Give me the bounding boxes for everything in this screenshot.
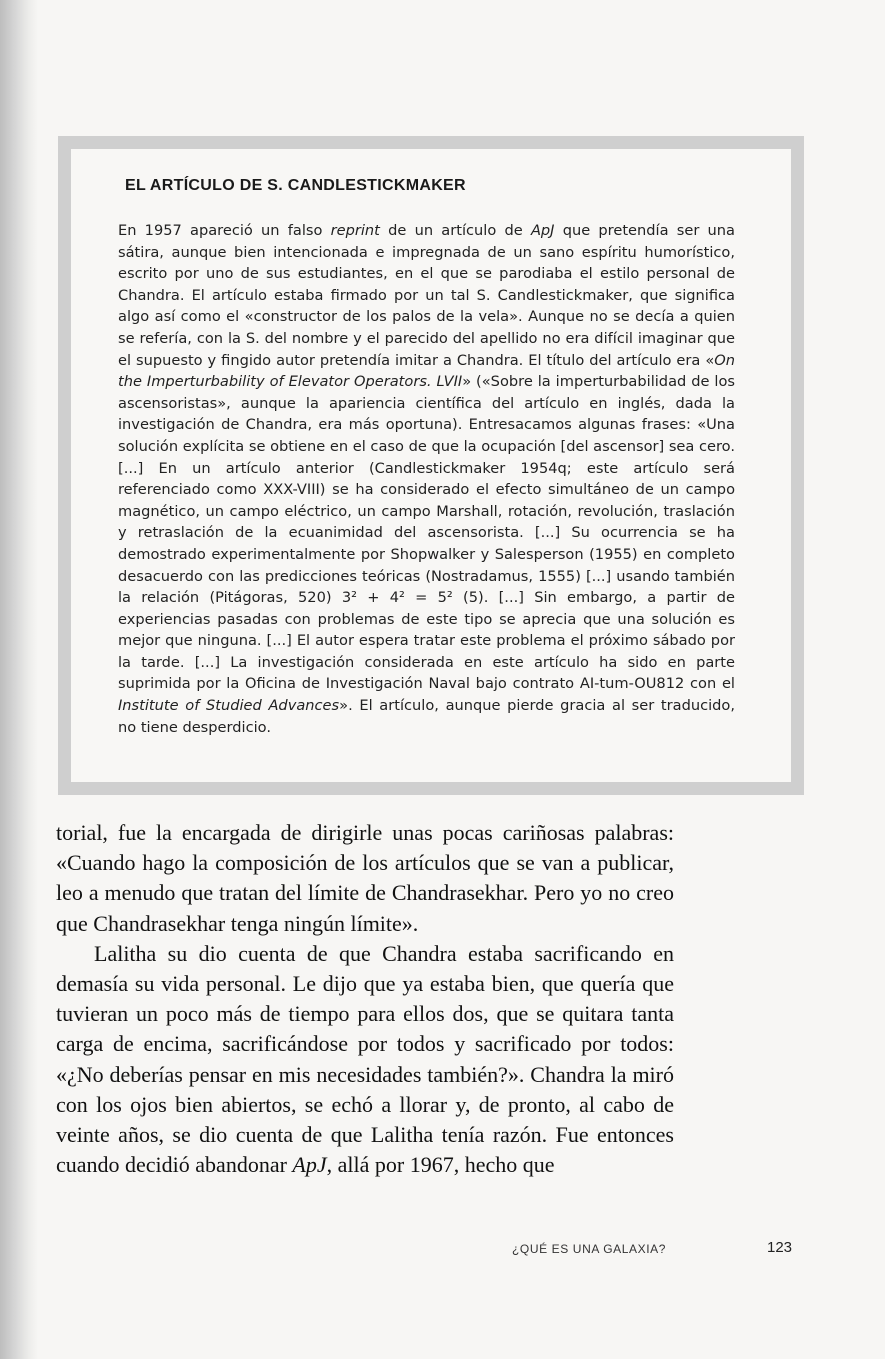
box-text-italic-institute: Institute of Studied Advances (118, 697, 340, 715)
box-text-italic-reprint: reprint (330, 222, 380, 239)
body-text (56, 818, 674, 1180)
box-text-segment: En 1957 apareció un falso (118, 222, 331, 239)
body-paragraph-2 (56, 939, 674, 1181)
box-text-segment: » («Sobre la imperturbabilidad de los ascensoristas», aunque la apariencia científica del artículo en inglés, dada la investigación de Chandra, era más oportuna). Entresacamos algunas frases: «Una solución explícita se obtiene en el caso de que la ocupación [del ascensor] sea cero. [...] En un artículo anterior (Candlestickmaker 1954q; este artículo será referenciado como XXX-VIII) se ha considerado el efecto simultáneo de un campo magnético, un campo eléctrico, un campo Marshall, rotación, revolución, traslación y retraslación de la ecuanimidad del ascensorista. [...] Su ocurrencia se ha demostrado experimentalmente por Shopwalker y Salesperson (1955) en completo desacuerdo con las predicciones teóricas (Nostradamus, 1555) [...] usando también la relación (Pitágoras, 520) 3² + 4² = 5² (5). [...] Sin embargo, a partir de experiencias pasadas con problemas de este tipo se aprecia que una solución es mejor que ninguna. [...] El autor espera tratar este problema el próximo sábado por la tarde. [...] La investigación considerada en este artículo ha sido en parte suprimida por la Oficina de Investigación Naval bajo contrato AI-tum-OU812 con el (118, 373, 735, 693)
box-text (118, 220, 735, 738)
box-title: EL ARTÍCULO DE S. CANDLESTICKMAKER (125, 177, 466, 194)
running-head: ¿QUÉ ES UNA GALAXIA? (512, 1242, 667, 1256)
page-number: 123 (767, 1239, 793, 1256)
body-paragraph-2-text: Lalitha su dio cuenta de que Chandra estaba sacrificando en demasía su vida personal. Le dijo que ya estaba bien, que quería que tuvieran un poco más de tiempo para ellos dos, que se quitara tanta carga de encima, sacrificándose por todos y sacrificado por todos: «¿No deberías pensar en mis necesidades también?». Chandra la miró con los ojos bien abiertos, se echó a llorar y, de pronto, al cabo de veinte años, se dio cuenta de que Lalitha tenía razón. Fue entonces cuando decidió abandonar (56, 940, 674, 1178)
box-text-segment: ». El artículo, aunque pierde gracia al ser traducido, no tiene desperdicio. (118, 697, 735, 736)
body-paragraph-1: torial, fue la encargada de dirigirle unas pocas cariñosas palabras: «Cuando hago la composición de los artículos que se van a publicar, leo a menudo que tratan del límite de Chandrasekhar. Pero yo no creo que Chandrasekhar tenga ningún límite». (56, 820, 674, 936)
page-gutter-shadow (0, 0, 38, 1359)
box-text-segment: de un artículo de (379, 222, 531, 239)
box-text-italic-article-title: On the Imperturbability of Elevator Operators. LVII (118, 351, 735, 391)
box-text-italic-apj: ApJ (530, 222, 555, 239)
body-paragraph-2-text-end: , allá por 1967, hecho que (326, 1152, 555, 1178)
box-text-segment: que pretendía ser una sátira, aunque bien intencionada e impregnada de un sano espíritu humorístico, escrito por uno de sus estudiantes, en el que se parodiaba el estilo personal de Chandra. El artículo estaba firmado por un tal S. Candlestickmaker, que significa algo así como el «constructor de los palos de la vela». Aunque no se decía a quien se refería, con la S. del nombre y el parecido del apellido no era difícil imaginar que el supuesto y fingido autor pretendía imitar a Chandra. El título del artículo era « (118, 222, 735, 369)
body-paragraph-2-italic-apj: ApJ (292, 1152, 327, 1178)
